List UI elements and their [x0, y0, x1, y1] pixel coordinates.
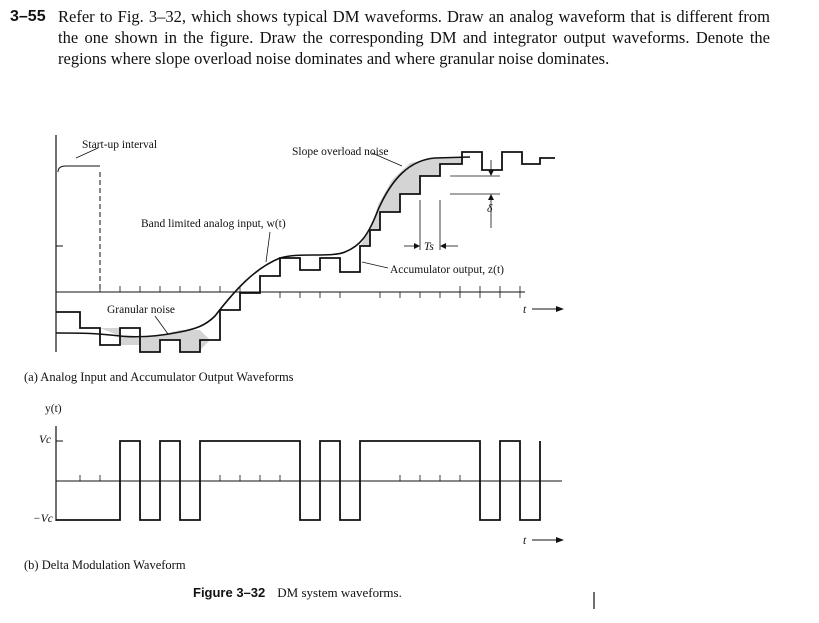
- granular-noise-label: Granular noise: [107, 304, 176, 316]
- analog-input-label: Band limited analog input, w(t): [141, 218, 286, 230]
- granular-noise-leader: [155, 316, 168, 334]
- problem-number: 3–55: [10, 8, 46, 25]
- figure-title: DM system waveforms.: [277, 585, 402, 600]
- neg-vc-label: −Vc: [33, 513, 53, 525]
- panel-a: [24, 135, 564, 384]
- delta-arrowhead-bottom: [488, 194, 494, 200]
- ts-arrowhead-left: [414, 243, 420, 249]
- startup-interval-bracket: [58, 166, 100, 172]
- y-axis-label: y(t): [45, 403, 62, 415]
- delta-label: δ: [487, 203, 493, 215]
- panel-b-caption: (b) Delta Modulation Waveform: [24, 558, 186, 572]
- delta-arrowhead-top: [488, 170, 494, 176]
- slope-overload-shaded-region: [360, 158, 462, 246]
- problem-text: Refer to Fig. 3–32, which shows typical DM waveforms. Draw an analog waveform that is different from the one shown in the figure. Draw the corresponding DM and integrator output waveforms. Denote the regions where slope overload noise dominates and where granular noise dominates.: [58, 7, 770, 68]
- panel-b-axis-ticks: [80, 475, 460, 481]
- startup-interval-label: Start-up interval: [82, 139, 158, 151]
- accumulator-staircase: [56, 152, 555, 352]
- accumulator-output-label: Accumulator output, z(t): [390, 264, 505, 276]
- figure-caption: [193, 585, 402, 600]
- ts-arrowhead-right: [440, 243, 446, 249]
- panel-a-time-arrowhead: [556, 306, 564, 312]
- panel-b-time-arrowhead: [556, 537, 564, 543]
- figure-number: Figure 3–32: [193, 585, 266, 600]
- ts-label: Ts: [424, 241, 434, 253]
- panel-b: [24, 403, 564, 572]
- panel-b-t-label: t: [523, 535, 527, 547]
- analog-input-leader: [266, 232, 270, 262]
- panel-a-caption: (a) Analog Input and Accumulator Output Waveforms: [24, 370, 294, 384]
- panel-a-t-label: t: [523, 304, 527, 316]
- granular-noise-shaded-region: [100, 328, 210, 352]
- vc-label: Vc: [39, 434, 52, 446]
- slope-overload-label: Slope overload noise: [292, 146, 389, 158]
- accumulator-leader: [362, 262, 388, 268]
